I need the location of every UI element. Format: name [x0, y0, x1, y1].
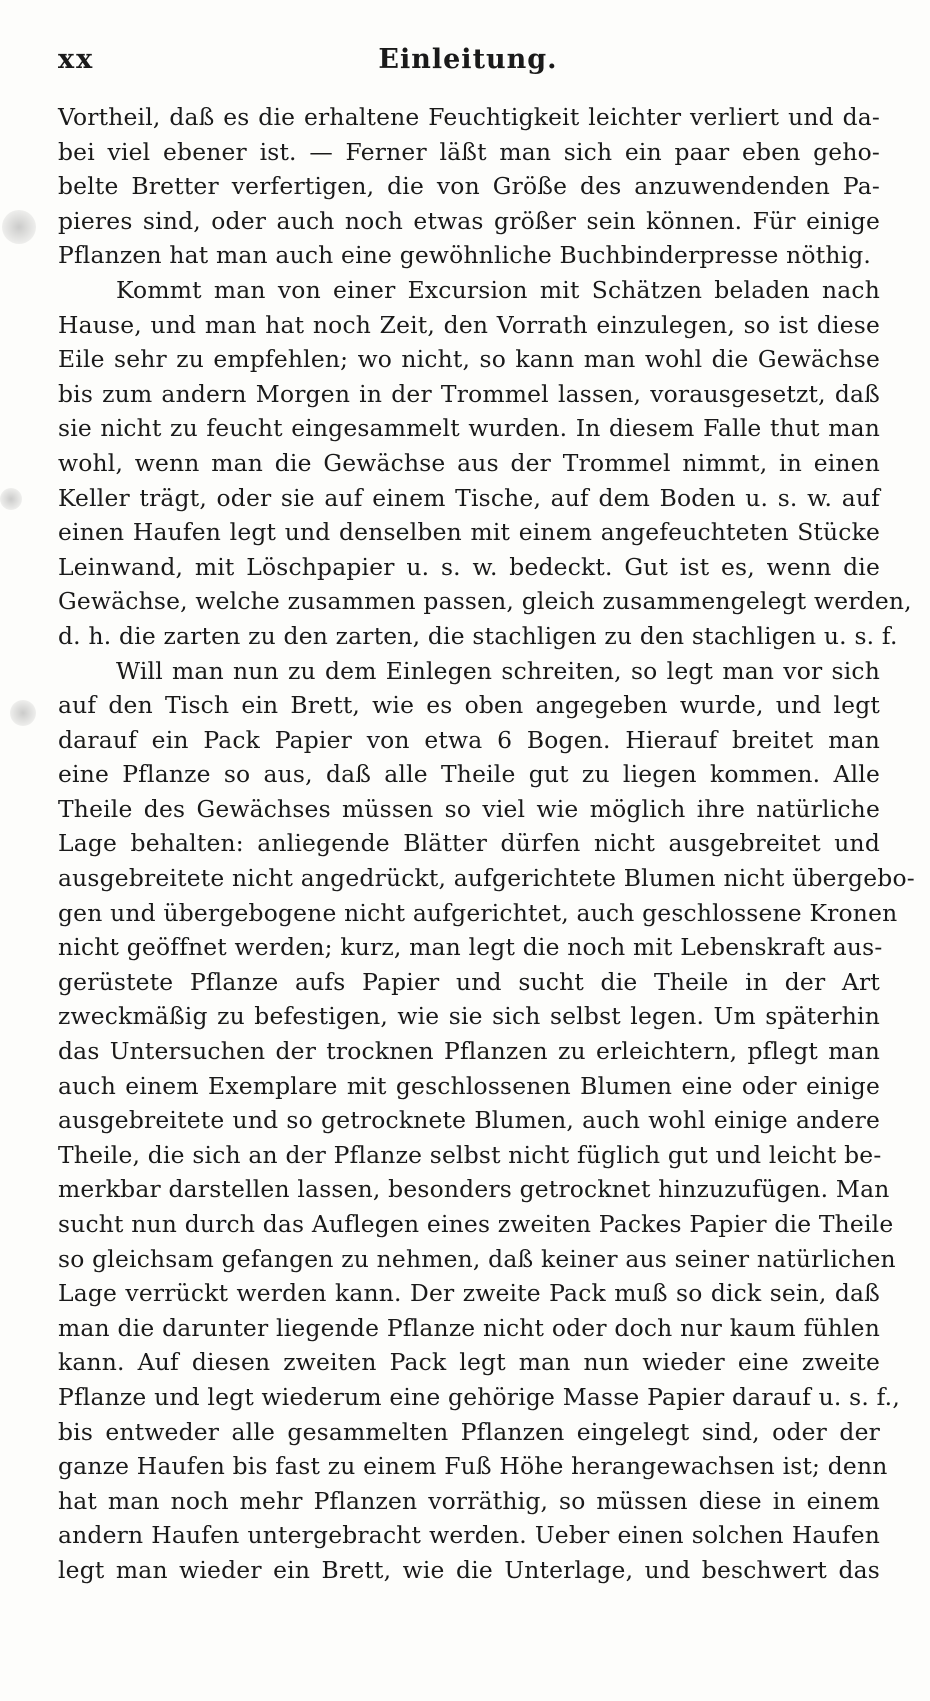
text-line: Theile des Gewächses müssen so viel wie möglich ihre natürliche	[58, 794, 880, 823]
text-line: auf den Tisch ein Brett, wie es oben angegeben wurde, und legt	[58, 691, 880, 720]
text-line: darauf ein Pack Papier von etwa 6 Bogen. Hierauf breitet man	[58, 725, 880, 754]
body-text	[58, 100, 915, 1588]
text-line: d. h. die zarten zu den zarten, die stachligen zu den stachligen u. s. f.	[58, 621, 898, 650]
text-line: andern Haufen untergebracht werden. Ueber einen solchen Haufen	[58, 1521, 880, 1550]
text-line: nicht geöffnet werden; kurz, man legt die noch mit Lebenskraft aus-	[58, 933, 883, 962]
text-line: merkbar darstellen lassen, besonders getrocknet hinzuzufügen. Man	[58, 1175, 890, 1204]
text-line: Leinwand, mit Löschpapier u. s. w. bedeckt. Gut ist es, wenn die	[58, 552, 880, 581]
text-line: Vortheil, daß es die erhaltene Feuchtigkeit leichter verliert und da-	[58, 103, 880, 131]
text-line: belte Bretter verfertigen, die von Größe des anzuwendenden Pa-	[58, 172, 880, 201]
text-line: legt man wieder ein Brett, wie die Unterlage, und beschwert das	[58, 1555, 880, 1584]
text-line: Eile sehr zu empfehlen; wo nicht, so kann man wohl die Gewächse	[58, 345, 880, 374]
text-line: eine Pflanze so aus, daß alle Theile gut zu liegen kommen. Alle	[58, 760, 880, 789]
text-line: wohl, wenn man die Gewächse aus der Trommel nimmt, in einen	[58, 448, 880, 477]
text-line: auch einem Exemplare mit geschlossenen Blumen eine oder einige	[58, 1071, 880, 1100]
text-line: Pflanze und legt wiederum eine gehörige Masse Papier darauf u. s. f.,	[58, 1382, 900, 1411]
scan-smudge	[0, 488, 22, 510]
text-line: Lage verrückt werden kann. Der zweite Pack muß so dick sein, daß	[58, 1279, 880, 1308]
text-line: ausgebreitete und so getrocknete Blumen, auch wohl einige andere	[58, 1106, 880, 1135]
text-line: Keller trägt, oder sie auf einem Tische, auf dem Boden u. s. w. auf	[58, 483, 880, 512]
text-line: Lage behalten: anliegende Blätter dürfen nicht ausgebreitet und	[58, 829, 880, 858]
text-line: zweckmäßig zu befestigen, wie sie sich selbst legen. Um späterhin	[58, 1002, 880, 1031]
text-line: so gleichsam gefangen zu nehmen, daß keiner aus seiner natürlichen	[58, 1244, 896, 1273]
text-line: bis zum andern Morgen in der Trommel lassen, vorausgesetzt, daß	[58, 379, 880, 408]
text-line: ganze Haufen bis fast zu einem Fuß Höhe herangewachsen ist; denn	[58, 1452, 888, 1481]
text-line: sucht nun durch das Auflegen eines zweiten Packes Papier die Theile	[58, 1210, 894, 1238]
text-line: gen und übergebogene nicht aufgerichtet, auch geschlossene Kronen	[58, 898, 898, 927]
text-line: Hause, und man hat noch Zeit, den Vorrath einzulegen, so ist diese	[58, 310, 880, 339]
text-line: kann. Auf diesen zweiten Pack legt man nun wieder eine zweite	[58, 1348, 880, 1377]
text-line: hat man noch mehr Pflanzen vorräthig, so müssen diese in einem	[58, 1486, 880, 1515]
text-line: bei viel ebener ist. — Ferner läßt man sich ein paar eben geho-	[58, 137, 880, 166]
text-line: das Untersuchen der trocknen Pflanzen zu erleichtern, pflegt man	[58, 1037, 880, 1066]
text-line: Kommt man von einer Excursion mit Schätzen beladen nach	[116, 275, 880, 304]
text-line: Pflanzen hat man auch eine gewöhnliche Buchbinderpresse nöthig.	[58, 241, 872, 270]
text-line: pieres sind, oder auch noch etwas größer sein können. Für einige	[58, 206, 880, 235]
text-line: sie nicht zu feucht eingesammelt wurden. In diesem Falle thut man	[58, 414, 880, 443]
text-line: Will man nun zu dem Einlegen schreiten, so legt man vor sich	[116, 656, 880, 685]
text-line: gerüstete Pflanze aufs Papier und sucht die Theile in der Art	[58, 967, 880, 996]
text-line: Theile, die sich an der Pflanze selbst nicht füglich gut und leicht be-	[58, 1140, 882, 1169]
running-title: Einleitung.	[378, 44, 558, 75]
text-line: einen Haufen legt und denselben mit einem angefeuchteten Stücke	[58, 518, 880, 547]
text-line: ausgebreitete nicht angedrückt, aufgerichtete Blumen nicht übergebo-	[58, 864, 915, 893]
scan-smudge	[2, 210, 36, 244]
text-line: man die darunter liegende Pflanze nicht oder doch nur kaum fühlen	[58, 1313, 880, 1342]
scan-smudge	[10, 700, 36, 726]
page-header	[58, 44, 878, 84]
text-line: bis entweder alle gesammelten Pflanzen eingelegt sind, oder der	[58, 1417, 880, 1446]
text-line: Gewächse, welche zusammen passen, gleich zusammengelegt werden,	[58, 587, 912, 616]
page-number: xx	[58, 44, 95, 75]
